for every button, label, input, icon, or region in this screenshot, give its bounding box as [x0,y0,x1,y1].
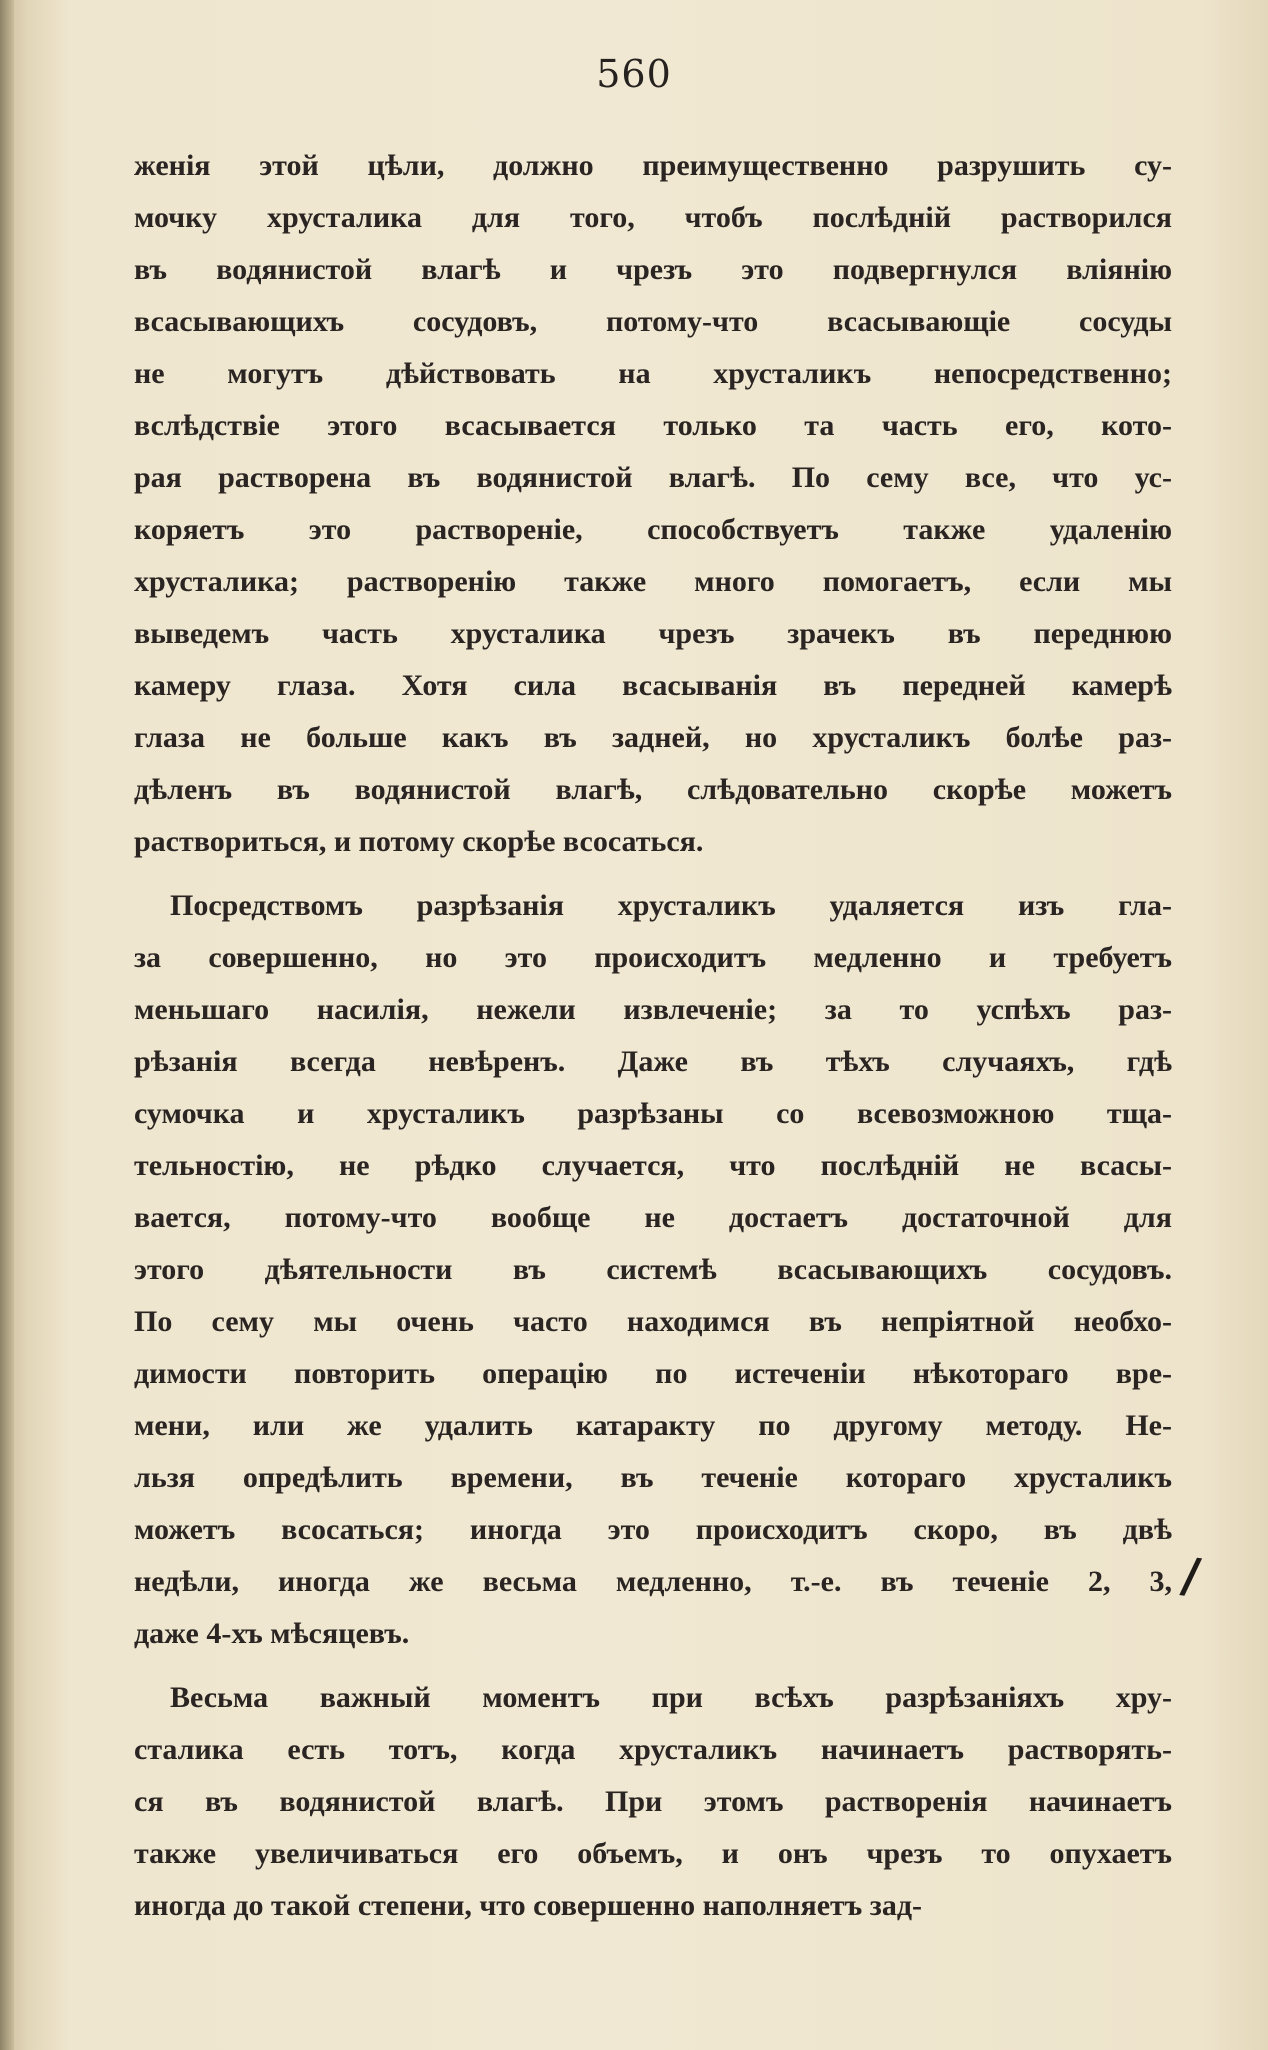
text-line: сумочка и хрусталикъ разрѣзаны со всевозможною тща- [134,1097,1172,1130]
text-line: Посредствомъ разрѣзанія хрусталикъ удаляется изъ гла- [170,889,1172,922]
text-line: глаза не больше какъ въ задней, но хрусталикъ болѣе раз- [134,721,1172,754]
page-binding-shadow [0,0,14,2050]
text-line: дѣленъ въ водянистой влагѣ, слѣдовательно скорѣе можетъ [134,773,1172,806]
text-line: выведемъ часть хрусталика чрезъ зрачекъ въ переднюю [134,617,1172,650]
text-line: можетъ всосаться; иногда это происходитъ скоро, въ двѣ [134,1513,1172,1546]
text-line: тельностію, не рѣдко случается, что послѣдній не всасы- [134,1149,1172,1182]
text-line: мочку хрусталика для того, чтобъ послѣдній растворился [134,201,1172,234]
paragraph [134,140,1172,868]
paragraph [134,880,1172,1660]
text-line: даже 4-хъ мѣсяцевъ. [134,1617,410,1650]
text-line: въ водянистой влагѣ и чрезъ это подвергнулся вліянію [134,253,1172,286]
text-line: По сему мы очень часто находимся въ непріятной необхо- [134,1305,1172,1338]
text-line: мени, или же удалить катаракту по другому методу. Не- [134,1409,1172,1442]
text-line: женія этой цѣли, должно преимущественно разрушить су- [134,149,1172,182]
text-line: льзя опредѣлить времени, въ теченіе котораго хрусталикъ [134,1461,1172,1494]
body-text [134,140,1172,1932]
text-line: хрусталика; растворенію также много помогаетъ, если мы [134,565,1172,598]
text-line: сталика есть тотъ, когда хрусталикъ начинаетъ растворять- [134,1733,1172,1766]
text-line: коряетъ это раствореніе, способствуетъ также удаленію [134,513,1172,546]
text-line: рая растворена въ водянистой влагѣ. По сему все, что ус- [134,461,1172,494]
paragraph [134,1672,1172,1932]
text-line: вается, потому-что вообще не достаетъ достаточной для [134,1201,1172,1234]
text-line: за совершенно, но это происходитъ медленно и требуетъ [134,941,1172,974]
text-line: этого дѣятельности въ системѣ всасывающихъ сосудовъ. [134,1253,1172,1286]
text-line: рѣзанія всегда невѣренъ. Даже въ тѣхъ случаяхъ, гдѣ [134,1045,1172,1078]
text-line: камеру глаза. Хотя сила всасыванія въ передней камерѣ [134,669,1172,702]
text-line: меньшаго насилія, нежели извлеченіе; за то успѣхъ раз- [134,993,1172,1026]
text-line: ся въ водянистой влагѣ. При этомъ растворенія начинаетъ [134,1785,1172,1818]
page-number: 560 [596,52,672,96]
paragraph-gap [134,868,1172,880]
text-line: не могутъ дѣйствовать на хрусталикъ непосредственно; [134,357,1172,390]
paragraph-gap [134,1660,1172,1672]
text-line: иногда до такой степени, что совершенно наполняетъ зад- [134,1889,922,1922]
text-line: раствориться, и потому скорѣе всосаться. [134,825,704,858]
text-line: всасывающихъ сосудовъ, потому-что всасывающіе сосуды [134,305,1172,338]
text-line: вслѣдствіе этого всасывается только та часть его, кото- [134,409,1172,442]
text-line: Весьма важный моментъ при всѣхъ разрѣзаніяхъ хру- [170,1681,1172,1714]
margin-pencil-mark: / [1178,1547,1204,1605]
text-line: также увеличиваться его объемъ, и онъ чрезъ то опухаетъ [134,1837,1172,1870]
text-line: недѣли, иногда же весьма медленно, т.-е. въ теченіе 2, 3, [134,1565,1172,1598]
text-line: димости повторить операцію по истеченіи нѣкотораго вре- [134,1357,1172,1390]
